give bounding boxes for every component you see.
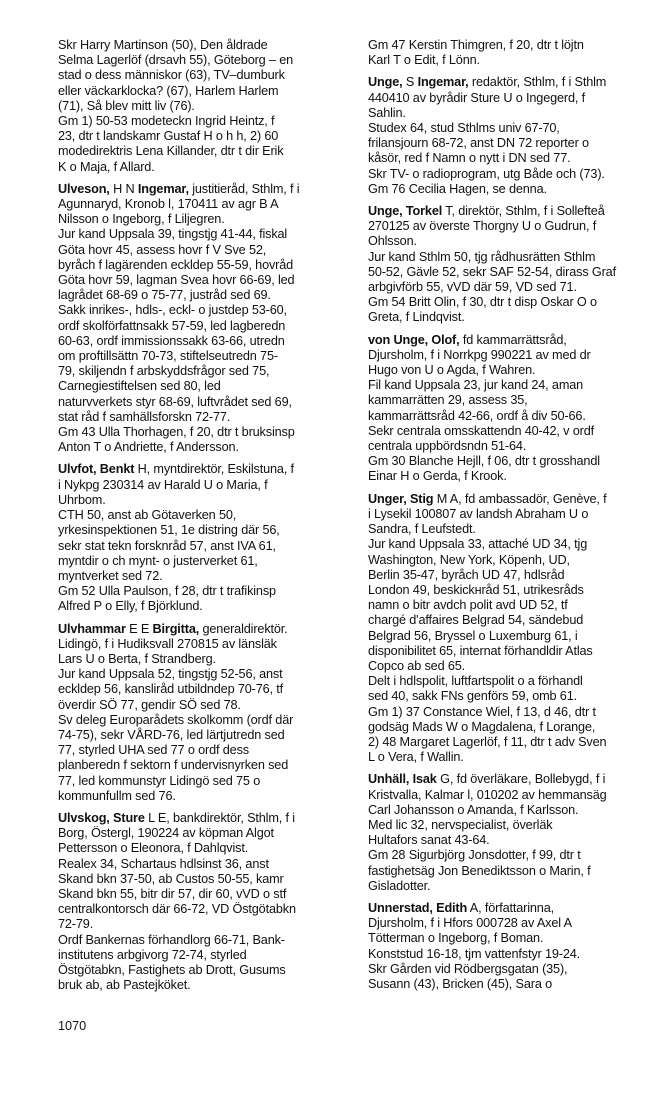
text-line: kammarrättsråd 42-66, ordf å div 50-66. [368, 408, 586, 423]
text-line: Skand bkn 37-50, ab Custos 50-55, kamr [58, 871, 284, 886]
text-line: Gm 43 Ulla Thorhagen, f 20, dtr t bruksinsp [58, 425, 295, 440]
text-line: Gm 54 Britt Olin, f 30, dtr t disp Oskar O o [368, 295, 597, 310]
initials: E E [125, 621, 153, 636]
entry-heading-text: M A, fd ambassadör, Genève, f [433, 491, 607, 506]
text-line: centrala uppbördsndn 51-64. [368, 439, 527, 454]
right-column [368, 38, 668, 999]
text-line: 77, led kommunstyr Lidingö sed 75 o [58, 773, 261, 788]
text-line: 270125 av överste Thorgny U o Gudrun, f [368, 219, 597, 234]
text-line: Gm 1) 37 Constance Wiel, f 13, d 46, dtr t [368, 704, 596, 719]
text-line: 77, styrled UHA sed 77 o ordf dess [58, 743, 249, 758]
text-line: (71), Så blev mitt liv (76). [58, 98, 195, 113]
text-line: Hultafors sanat 43-64. [368, 833, 490, 848]
text-line: Sandra, f Leufstedt. [368, 522, 476, 537]
text-line: Skr Harry Martinson (50), Den åldrade [58, 38, 268, 52]
text-line: 2) 48 Margaret Lagerlöf, f 11, dtr t adv Sven [368, 734, 607, 749]
text-line: Sv deleg Europarådets skolkomm (ordf där [58, 712, 294, 727]
text-line: bruk ab, ab Pastejköket. [58, 978, 191, 993]
text-line: Jur kand Sthlm 50, tjg rådhusrätten Sthlm [368, 249, 596, 264]
text-line: institutens arbgivorg 72-74, styrled [58, 947, 247, 962]
entry-heading-line [58, 462, 354, 477]
text-line: 50-52, Gävle 52, sekr SAF 52-54, dirass Graf [368, 264, 616, 279]
text-line: Gisladotter. [368, 878, 431, 893]
text-line: Borg, Östergl, 190224 av köpman Algot [58, 826, 274, 841]
continued-entry-text [58, 38, 354, 175]
entry-heading-line [368, 492, 668, 507]
text-line: Realex 34, Schartaus hdlsinst 36, anst [58, 856, 269, 871]
text-line: planberedn f sektorn f undervisnyrken sed [58, 758, 289, 773]
text-line: Fil kand Uppsala 23, jur kand 24, aman [368, 378, 584, 393]
text-line: naturvverkets styr 68-69, luftvrådet sed 69, [58, 394, 292, 409]
text-line: Med lic 32, nervspecialist, överläk [368, 817, 553, 832]
text-line: Belgrad 56, Bryssel o Luxemburg 61, i [368, 628, 578, 643]
text-line: Agunnaryd, Kronob l, 170411 av agr B A [58, 197, 279, 212]
text-line: 74-75), sekr VÅRD-76, led lärtjutredn sed [58, 727, 285, 742]
person-name: Unhäll, Isak [368, 772, 437, 787]
biography-entry [368, 901, 668, 992]
biography-entry [58, 462, 354, 614]
text-line: L o Vera, f Wallin. [368, 750, 464, 765]
person-name: Unger, Stig [368, 491, 434, 506]
biography-entry [368, 492, 668, 766]
text-line: Carl Johansson o Amanda, f Karlsson. [368, 802, 579, 817]
text-line: Jur kand Uppsala 52, tingstjg 52-56, anst [58, 667, 283, 682]
text-line: Pettersson o Eleonora, f Dahlqvist. [58, 841, 249, 856]
given-name: Birgitta, [152, 621, 200, 636]
text-line: Greta, f Lindqvist. [368, 310, 465, 325]
entry-heading-line [58, 622, 354, 637]
entry-heading-text: A, författarinna, [467, 900, 554, 915]
entry-heading-text: T, direktör, Sthlm, f i Sollefteå [442, 204, 605, 219]
text-line: Sekr centrala omsskattendn 40-42, v ordf [368, 423, 595, 438]
entry-heading-text: H, myntdirektör, Eskilstuna, f [134, 462, 294, 477]
text-line: London 49, beskickнråd 51, utrikesråds [368, 582, 584, 597]
left-entries [58, 182, 354, 994]
entry-heading-text: fd kammarrättsråd, [459, 332, 567, 347]
text-line: Carnegiestiftelsen sed 80, led [58, 379, 221, 394]
text-line: Östgötabkn, Fastighets ab Drott, Gusums [58, 962, 286, 977]
text-line: Jur kand Uppsala 39, tingstjg 41-44, fiskal [58, 227, 288, 242]
person-name: Unge, [368, 75, 403, 90]
entry-heading-text: justitieråd, Sthlm, f i [188, 181, 300, 196]
person-name: Ulveson, [58, 181, 110, 196]
text-line: disponibilitet 65, internat förhandldir Atlas [368, 643, 593, 658]
biography-entry [58, 811, 354, 993]
entry-heading-line [368, 333, 668, 348]
text-line: Lidingö, f i Hudiksvall 270815 av länsläk [58, 636, 277, 651]
text-line: Hugo von U o Agda, f Wahren. [368, 363, 536, 378]
person-name: Ulvskog, Sture [58, 810, 145, 825]
entry-heading-line [368, 901, 668, 916]
text-line: eller väckarklocka? (67), Harlem Harlem [58, 83, 279, 98]
text-line: frilansjourn 68-72, anst DN 72 reporter o [368, 136, 589, 151]
text-line: Washington, New York, Köpenh, UD, [368, 552, 570, 567]
given-name: Ingemar, [137, 181, 189, 196]
text-line: Ordf Bankernas förhandlorg 66-71, Bank- [58, 932, 285, 947]
text-line: CTH 50, anst ab Götaverken 50, [58, 508, 237, 523]
text-line: överdir SÖ 77, gendir SÖ sed 78. [58, 697, 241, 712]
entry-heading-line [368, 204, 668, 219]
text-line: godsäg Mads W o Magdalena, f Lorange, [368, 719, 596, 734]
text-line: K o Maja, f Allard. [58, 159, 155, 174]
text-line: Gm 28 Sigurbjörg Jonsdotter, f 99, dtr t [368, 848, 581, 863]
text-line: Göta hovr 45, assess hovr f V Sve 52, [58, 242, 267, 257]
right-entries [368, 75, 668, 992]
text-line: 72-79. [58, 917, 94, 932]
person-name: Ulvfot, Benkt [58, 462, 135, 477]
text-line: Karl T o Edit, f Lönn. [368, 53, 480, 68]
entry-heading-text: G, fd överläkare, Bollebygd, f i [436, 772, 606, 787]
text-line: 79, skiljendn f arbskyddsfrågor sed 75, [58, 364, 270, 379]
entry-heading-text: L E, bankdirektör, Sthlm, f i [144, 810, 295, 825]
entry-heading-line [368, 772, 668, 787]
text-line: Gm 76 Cecilia Hagen, se denna. [368, 181, 547, 196]
text-line: Skand bkn 55, bitr dir 57, dir 60, vVD o stf [58, 886, 287, 901]
biography-entry [58, 182, 354, 456]
text-line: Uhrbom. [58, 492, 106, 507]
person-name: von Unge, Olof, [368, 332, 460, 347]
text-line: Susann (43), Bricken (45), Sara o [368, 976, 553, 991]
text-line: kåsör, red f Namn o nytt i DN sed 77. [368, 151, 571, 166]
biography-entry [368, 772, 668, 894]
text-line: Ohlsson. [368, 234, 417, 249]
text-line: Delt i hdlspolit, luftfartspolit o a förhandl [368, 674, 583, 689]
text-line: chargé d'affaires Belgrad 54, sändebud [368, 613, 584, 628]
text-line: Djursholm, f i Hfors 000728 av Axel A [368, 916, 572, 931]
continued-entry-text [368, 38, 668, 68]
text-line: eckldep 56, kanslіråd utbildndep 70-76, tf [58, 682, 284, 697]
text-line: sekr stat tekn forsknråd 57, anst IVA 61, [58, 538, 276, 553]
text-line: ordf skolförfattnsakk 57-59, led lagberedn [58, 318, 286, 333]
text-line: Skr Gården vid Rödbergsgatan (35), [368, 961, 568, 976]
entry-heading-line [58, 811, 354, 826]
text-line: Skr TV- o radioprogram, utg Både och (73). [368, 166, 605, 181]
text-line: 23, dtr t landskamr Gustaf H o h h, 2) 60 [58, 129, 279, 144]
text-line: i Lysekil 100807 av landsh Abraham U o [368, 506, 589, 521]
initials: H N [109, 181, 138, 196]
text-line: Nilsson o Ingeborg, f Liljegren. [58, 212, 225, 227]
text-line: myntverket sed 72. [58, 568, 163, 583]
text-line: stat råd f samhällsforskn 72-77. [58, 409, 231, 424]
person-name: Ulvhammar [58, 621, 126, 636]
text-line: Göta hovr 59, lagman Svea hovr 66-69, led [58, 273, 295, 288]
text-line: Einar H o Gerda, f Krook. [368, 469, 507, 484]
person-name: Unge, Torkel [368, 204, 443, 219]
text-line: stad o dess människor (63), TV–dumburk [58, 68, 285, 83]
text-line: Gm 52 Ulla Paulson, f 28, dtr t trafikinsp [58, 584, 276, 599]
page-number: 1070 [58, 1019, 87, 1033]
text-line: Copco ab sed 65. [368, 658, 466, 673]
text-line: lagrådet 68-69 o 75-77, justråd sed 69. [58, 288, 271, 303]
biography-entry [368, 333, 668, 485]
text-line: Studex 64, stud Sthlms univ 67-70, [368, 121, 560, 136]
text-line: kommunfullm sed 76. [58, 788, 176, 803]
text-line: Sahlin. [368, 105, 406, 120]
text-line: arbgivförb 55, vVD där 59, VD sed 71. [368, 280, 577, 295]
text-line: fastighetsäg Jon Benediktsson o Marin, f [368, 863, 591, 878]
text-line: Lars U o Berta, f Strandberg. [58, 651, 216, 666]
text-line: Djursholm, f i Norrkpg 990221 av med dr [368, 347, 591, 362]
text-line: myntdir o ch mynt- o justerverket 61, [58, 553, 258, 568]
biography-entry [368, 75, 668, 197]
text-line: Sakk inrikes-, hdls-, eckl- o justdep 53-60, [58, 303, 287, 318]
entry-heading-text: redaktör, Sthlm, f i Sthlm [468, 75, 607, 90]
text-line: Alfred P o Elly, f Björklund. [58, 599, 203, 614]
text-line: kammarrätten 29, assess 35, [368, 393, 528, 408]
text-line: Gm 47 Kerstin Thimgren, f 20, dtr t löjtn [368, 38, 584, 52]
text-line: Tötterman o Ingeborg, f Boman. [368, 931, 544, 946]
left-column [58, 38, 354, 1000]
entry-heading-text: generaldirektör. [199, 621, 288, 636]
text-line: Anton T o Andriette, f Andersson. [58, 440, 239, 455]
text-line: i Nykpg 230314 av Harald U o Maria, f [58, 477, 268, 492]
text-line: byråch f lagärenden eckldep 55-59, hovråd [58, 257, 294, 272]
text-line: sed 40, sakk FNs genförs 59, omb 61. [368, 689, 577, 704]
entry-heading-line [58, 182, 354, 197]
text-line: Jur kand Uppsala 33, attaché UD 34, tjg [368, 537, 588, 552]
text-line: 440410 av byrådir Sture U o Ingegerd, f [368, 90, 586, 105]
text-line: namn o bitr avdch polit avd UD 52, tf [368, 598, 568, 613]
text-line: Berlin 35-47, byråch UD 47, hdlsråd [368, 567, 565, 582]
text-line: Konststud 16-18, tjm vattenfstyr 19-24. [368, 946, 581, 961]
text-line: Gm 30 Blanche Hejll, f 06, dtr t grosshandl [368, 454, 600, 469]
text-line: om proftillsättn 70-73, stiftelseutredn 75- [58, 349, 278, 364]
biography-entry [368, 204, 668, 326]
entry-heading-line [368, 75, 668, 90]
given-name: Ingemar, [417, 75, 469, 90]
text-line: Gm 1) 50-53 modeteckn Ingrid Heintz, f [58, 114, 275, 129]
initials: S [402, 75, 418, 90]
text-line: yrkesinspektionen 51, 1e distring där 56, [58, 523, 280, 538]
text-line: Selma Lagerlöf (drsavh 55), Göteborg – en [58, 53, 294, 68]
biography-entry [58, 622, 354, 804]
text-line: centralkontorsch där 66-72, VD Östgötabkn [58, 902, 296, 917]
text-line: 60-63, ordf immissionssakk 63-66, utredn [58, 333, 285, 348]
text-line: Kristvalla, Kalmar l, 010202 av hemmansäg [368, 787, 607, 802]
person-name: Unnerstad, Edith [368, 900, 468, 915]
text-line: modedirektris Lena Killander, dtr t dir Erik [58, 144, 284, 159]
